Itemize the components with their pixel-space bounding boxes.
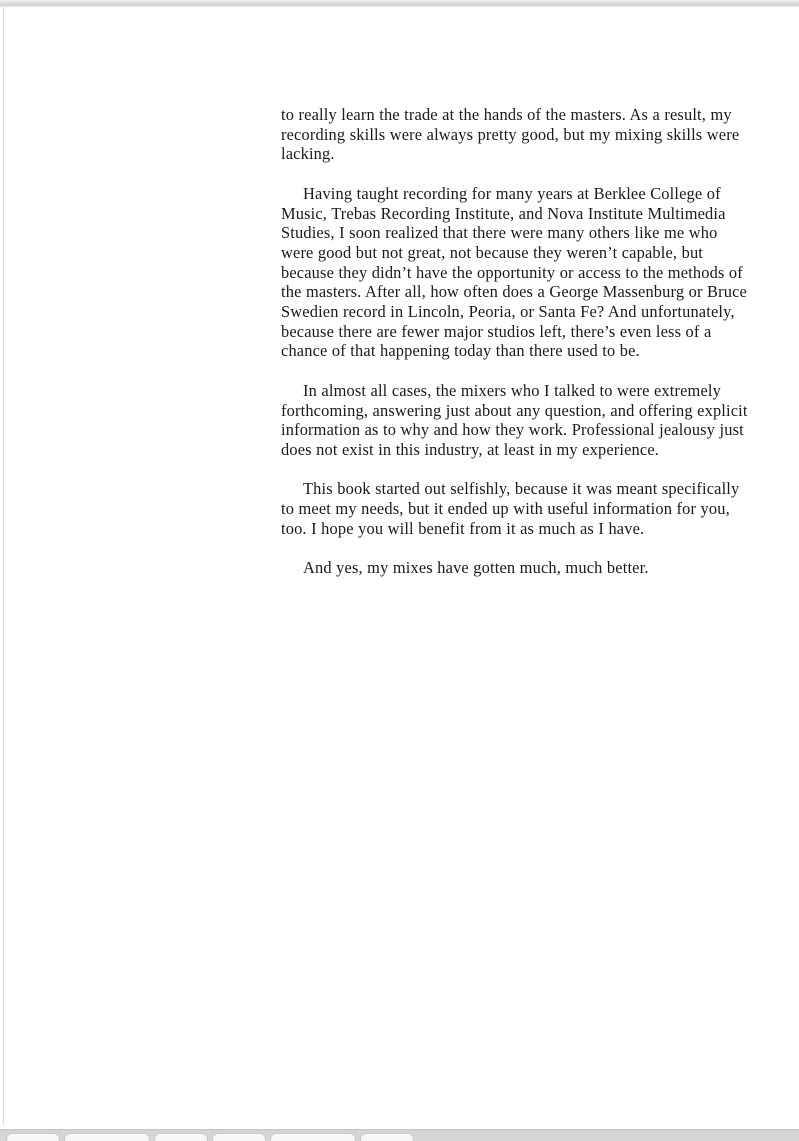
- paragraph-teaching: Having taught recording for many years at Berklee College of Music, Trebas Recording Institute, and Nova Institute Multimedia Studies, I soon realized that there were many others like me who were good but not great, not because they weren’t capable, but because they didn’t have the opportunity or access to the methods of the masters. After all, how often does a George Massenburg or Bruce Swedien record in Lincoln, Peoria, or Santa Fe? And unfortunately, because there are fewer major studios left, there’s even less of a chance of that happening today than there used to be.: [281, 183, 747, 361]
- page-text-column: [281, 105, 749, 578]
- toolbar-button-2[interactable]: [64, 1133, 150, 1141]
- toolbar-button-5[interactable]: [270, 1133, 356, 1141]
- paragraph-continued: to really learn the trade at the hands of the masters. As a result, my recording skills were always pretty good, but my mixing skills were lacking.: [281, 105, 740, 164]
- paragraph-mixers: In almost all cases, the mixers who I talked to were extremely forthcoming, answering just about any question, and offering explicit information as to why and how they work. Professional jealousy just does not exist in this industry, at least in my experience.: [281, 380, 748, 459]
- document-page: [4, 7, 799, 1125]
- paragraph-closing: And yes, my mixes have gotten much, much better.: [303, 558, 649, 578]
- bottom-toolbar: [0, 1130, 799, 1141]
- toolbar-button-3[interactable]: [154, 1133, 208, 1141]
- toolbar-button-6[interactable]: [360, 1133, 414, 1141]
- toolbar-button-1[interactable]: [6, 1133, 60, 1141]
- paragraph-book: This book started out selfishly, because it was meant specifically to meet my needs, but it ended up with useful information for you, too. I hope you will benefit from it as much as I have.: [281, 479, 740, 538]
- toolbar-button-4[interactable]: [212, 1133, 266, 1141]
